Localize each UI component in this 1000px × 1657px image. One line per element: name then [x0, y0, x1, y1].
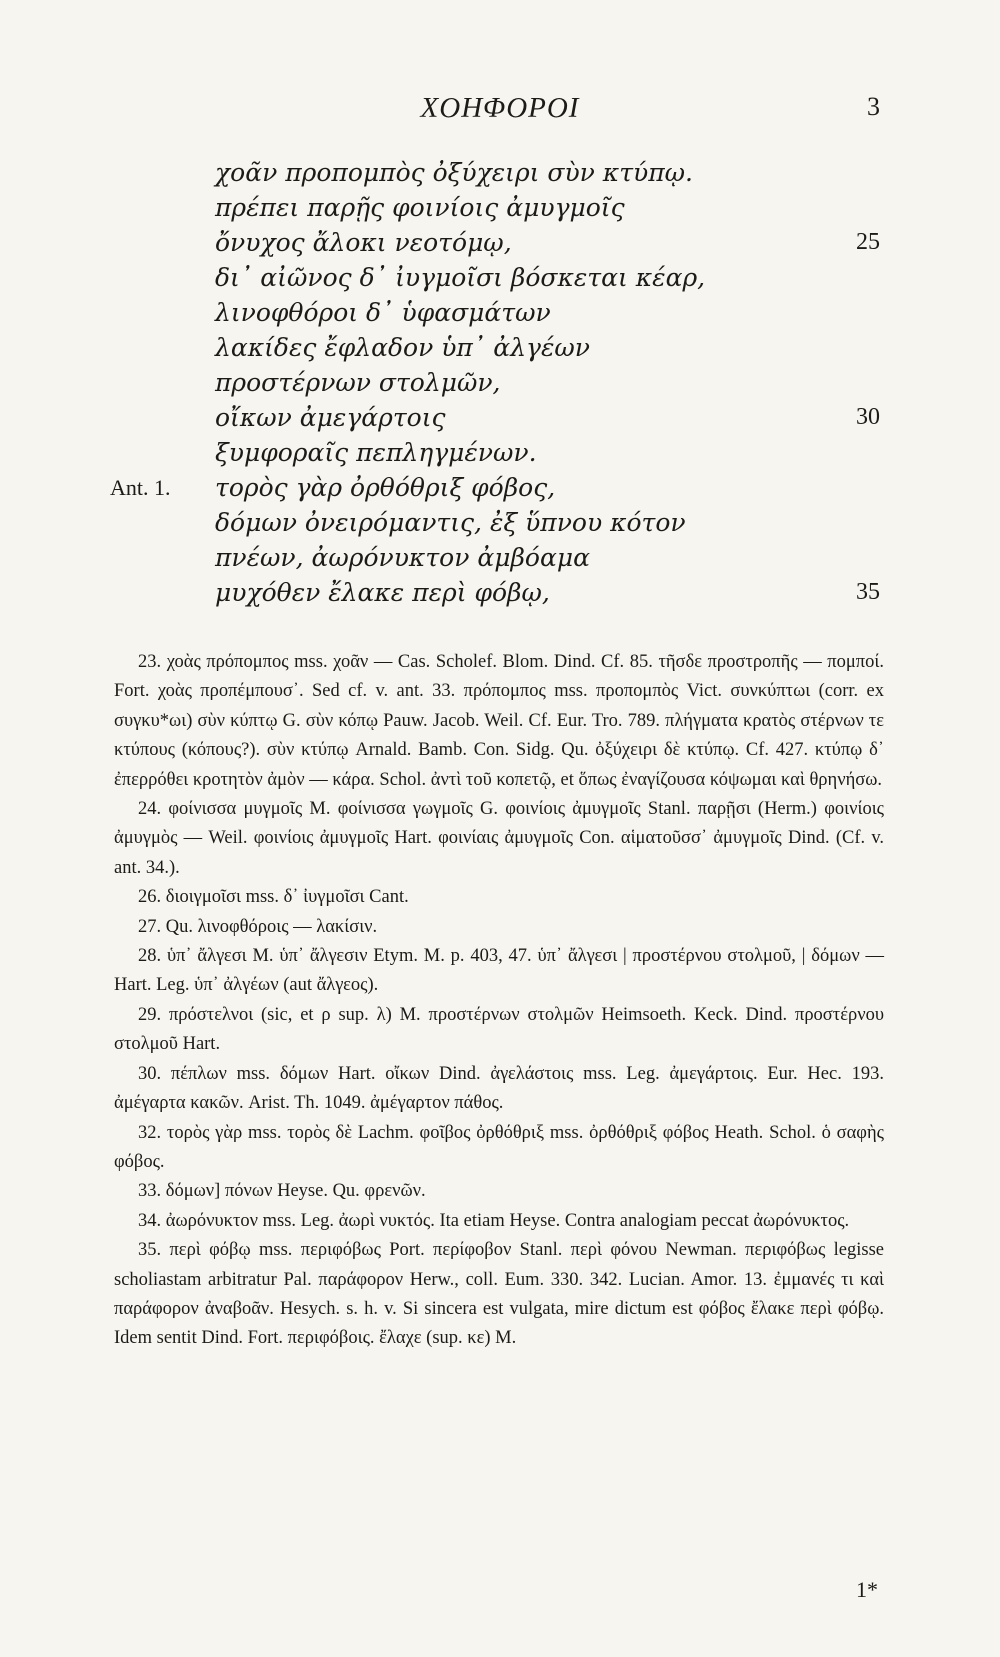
- verse-line: [0, 260, 1000, 295]
- verse-line: [0, 330, 1000, 365]
- apparatus-note: 35. περὶ φόβῳ mss. περιφόβως Port. περίφοβον Stanl. περὶ φόνου Newman. περιφόβως legisse scholiastam arbitratur Pal. παράφορον Herw., coll. Eum. 330. 342. Lucian. Amor. 13. ἐμμανές τι καὶ παράφορον ἀναβοᾶν. Hesych. s. h. v. Si sincera est vulgata, mire dictum est φόβος ἔλακε περὶ φόβῳ. Idem sentit Dind. Fort. περιφόβοις. ἔλαχε (sup. κε) M.: [114, 1240, 884, 1349]
- apparatus-note: 32. τορὸς γὰρ mss. τορὸς δὲ Lachm. φοῖβος ὀρθόθριξ mss. ὀρθόθριξ φόβος Heath. Schol. ὁ σαφὴς φόβος.: [114, 1122, 884, 1172]
- apparatus-note: 34. ἀωρόνυκτον mss. Leg. ἀωρὶ νυκτός. Ita etiam Heyse. Contra analogiam peccat ἀωρόνυκτος.: [138, 1210, 850, 1231]
- running-title: ΧΟΗΦΟΡΟΙ: [420, 92, 580, 124]
- verse-line: [0, 505, 1000, 540]
- verse-line: [0, 225, 1000, 260]
- verse-line-text: τορὸς γὰρ ὀρθόθριξ φόβος,: [215, 473, 556, 502]
- apparatus-note: 33. δόμων] πόνων Heyse. Qu. φρενῶν.: [138, 1181, 426, 1202]
- verse-line: [0, 575, 1000, 610]
- apparatus-note: 29. πρόστελνοι (sic, et ρ sup. λ) M. προστέρνων στολμῶν Heimsoeth. Keck. Dind. προστέρνου στολμοῦ Hart.: [114, 1004, 884, 1055]
- critical-apparatus: [114, 648, 884, 1354]
- verse-line-text: ὄνυχος ἄλοκι νεοτόμῳ,: [215, 228, 512, 257]
- verse-line-text: προστέρνων στολμῶν,: [215, 368, 501, 397]
- page-number: 3: [867, 92, 880, 121]
- verse-line: [0, 435, 1000, 470]
- verse-line: [0, 190, 1000, 225]
- verse-line-text: δόμων ὀνειρόμαντις, ἐξ ὕπνου κότον: [215, 508, 686, 537]
- line-number: 30: [856, 404, 880, 430]
- apparatus-note: 26. διοιγμοῖσι mss. δ᾽ ἰυγμοῖσι Cant.: [138, 887, 409, 908]
- verse-line: [0, 540, 1000, 575]
- antistrophe-label: Ant. 1.: [110, 475, 171, 500]
- verse-line-text: οἴκων ἀμεγάρτοις: [215, 403, 446, 432]
- verse-line-text: λινοφθόροι δ᾽ ὑφασμάτων: [215, 298, 551, 327]
- apparatus-note: 30. πέπλων mss. δόμων Hart. οἴκων Dind. ἀγελάστοις mss. Leg. ἀμεγάρτοις. Eur. Hec. 193. ἀμέγαρτα κακῶν. Arist. Th. 1049. ἀμέγαρτον πάθος.: [114, 1063, 884, 1114]
- verse-text: [0, 155, 1000, 610]
- verse-line-text: μυχόθεν ἔλακε περὶ φόβῳ,: [215, 578, 550, 607]
- apparatus-note: 28. ὑπ᾽ ἄλγεσι M. ὑπ᾽ ἄλγεσιν Etym. M. p. 403, 47. ὑπ᾽ ἄλγεσι | προστέρνου στολμοῦ, | δόμων — Hart. Leg. ὑπ᾽ ἀλγέων (aut ἄλγεος).: [114, 946, 884, 996]
- verse-line: [0, 365, 1000, 400]
- verse-line: [0, 155, 1000, 190]
- apparatus-note: 23. χοὰς πρόπομπος mss. χοᾶν — Cas. Scholef. Blom. Dind. Cf. 85. τῆσδε προστροπῆς — πομποί. Fort. χοὰς προπέμπουσ᾽. Sed cf. v. ant. 33. πρόπομπος mss. προπομπὸς Vict. συνκύπτωι (corr. ex συγκυ*ωι) σὺν κύπτῳ G. σὺν κόπῳ Pauw. Jacob. Weil. Cf. Eur. Tro. 789. πλήγματα κρατὸς στέρνων τε κτύπους (κόπους?). σὺν κτύπῳ Arnald. Bamb. Con. Sidg. Qu. ὀξύχειρι δὲ κτύπῳ. Cf. 427. κτύπῳ δ᾽ ἐπερρόθει κροτητὸν ἀμὸν — κάρα. Schol. ἀντὶ τοῦ κοπετῷ, et ὅπως ἐναγίζουσα κόψωμαι καὶ θρηνήσω.: [114, 652, 884, 790]
- verse-line-text: δι᾽ αἰῶνος δ᾽ ἰυγμοῖσι βόσκεται κέαρ,: [215, 263, 706, 292]
- verse-line-text: ξυμφοραῖς πεπληγμένων.: [215, 438, 537, 467]
- signature-mark: 1*: [856, 1577, 878, 1602]
- verse-line: [0, 400, 1000, 435]
- verse-line: [0, 470, 1000, 505]
- verse-line-text: χοᾶν προπομπὸς ὀξύχειρι σὺν κτύπῳ.: [215, 158, 693, 187]
- verse-line-text: πρέπει παρῇς φοινίοις ἀμυγμοῖς: [215, 193, 625, 222]
- apparatus-note: 24. φοίνισσα μυγμοῖς M. φοίνισσα γωγμοῖς G. φοινίοις ἀμυγμοῖς Stanl. παρῇσι (Herm.) φοινίοις ἀμυγμὸς — Weil. φοινίοις ἀμυγμοῖς Hart. φοινίαις ἀμυγμοῖς Con. αἱματοῦσσ᾽ ἀμυγμοῖς Dind. (Cf. v. ant. 34.).: [114, 799, 884, 878]
- verse-line-text: πνέων, ἀωρόνυκτον ἀμβόαμα: [215, 543, 590, 572]
- apparatus-note: 27. Qu. λινοφθόροις — λακίσιν.: [138, 916, 378, 937]
- line-number: 35: [856, 579, 880, 605]
- line-number: 25: [856, 229, 880, 255]
- verse-line: [0, 295, 1000, 330]
- verse-line-text: λακίδες ἔφλαδον ὑπ᾽ ἀλγέων: [215, 333, 590, 362]
